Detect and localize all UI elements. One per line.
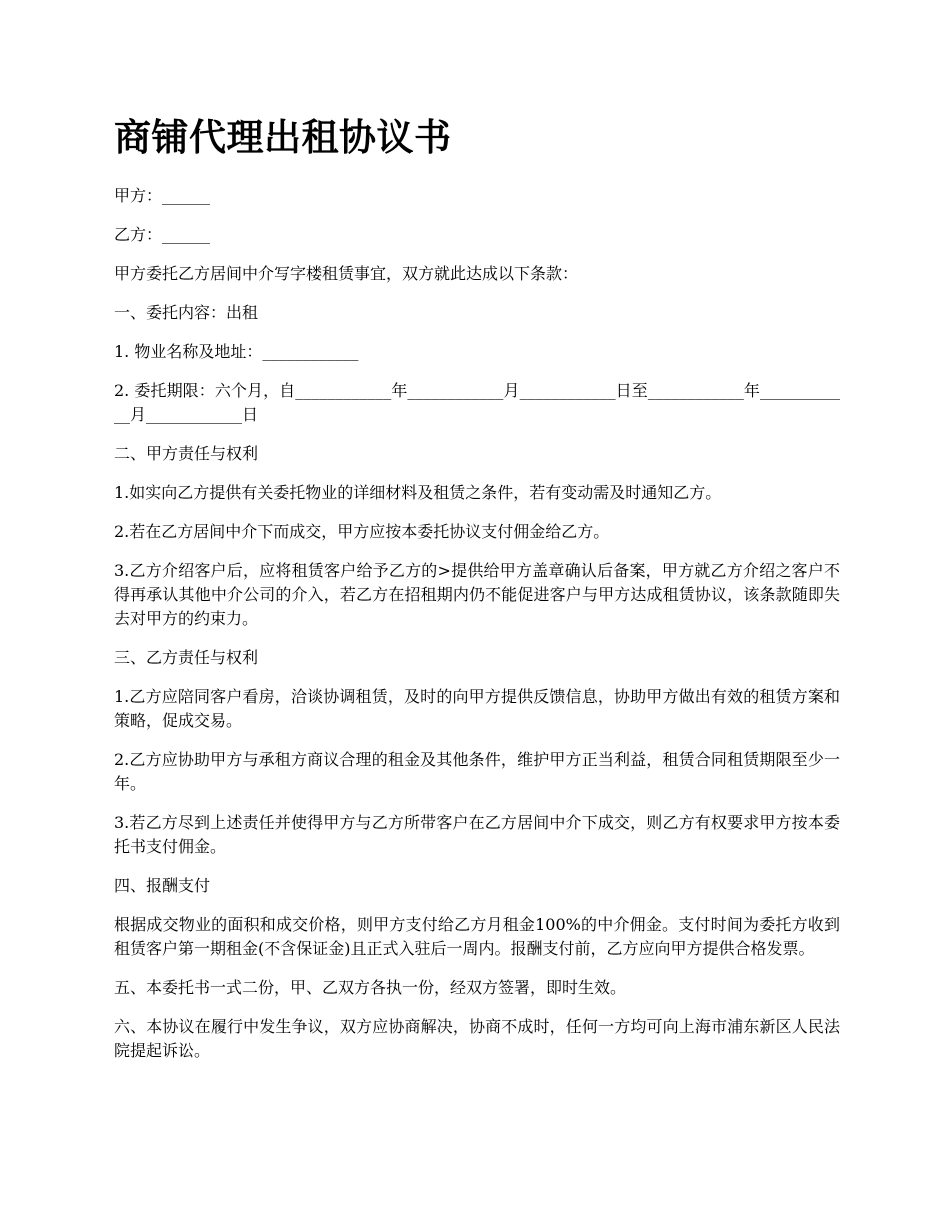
section-heading-2: 二、甲方责任与权利 <box>114 444 259 463</box>
clause-3-2: 2.乙方应协助甲方与承租方商议合理的租金及其他条件，维护甲方正当利益，租赁合同租赁期限至少一年。 <box>114 750 840 793</box>
clause-2-1: 1.如实向乙方提供有关委托物业的详细材料及租赁之条件，若有变动需及时通知乙方。 <box>114 483 722 502</box>
document-title: 商铺代理出租协议书 <box>114 115 452 159</box>
clause-2-3: 3.乙方介绍客户后，应将租赁客户给予乙方的>提供给甲方盖章确认后备案，甲方就乙方介绍之客户不得再承认其他中介公司的介入，若乙方在招租期内仍不能促进客户与甲方达成租赁协议，该条款随即失去对甲方的约束力。 <box>114 561 840 628</box>
section-6-paragraph: 六、本协议在履行中发生争议，双方应协商解决，协商不成时，任何一方均可向上海市浦东新区人民法院提起诉讼。 <box>114 1017 840 1060</box>
section-heading-4: 四、报酬支付 <box>114 876 211 895</box>
payment-paragraph: 根据成交物业的面积和成交价格，则甲方支付给乙方月租金100%的中介佣金。支付时间为委托方收到租赁客户第一期租金(不含保证金)且正式入驻后一周内。报酬支付前，乙方应向甲方提供合格发票。 <box>114 915 840 958</box>
clause-2-2: 2.若在乙方居间中介下而成交，甲方应按本委托协议支付佣金给乙方。 <box>114 522 610 541</box>
section-heading-3: 三、乙方责任与权利 <box>114 648 259 667</box>
party-b-line: 乙方：______ <box>114 225 211 244</box>
term-line: 2. 委托期限：六个月，自____________年____________月____________日至____________年____________月____________日 <box>114 381 840 424</box>
document-page <box>114 112 840 1078</box>
clause-3-1: 1.乙方应陪同客户看房，洽谈协调租赁，及时的向甲方提供反馈信息，协助甲方做出有效的租赁方案和策略，促成交易。 <box>114 687 840 730</box>
party-a-line: 甲方：______ <box>114 186 211 205</box>
intro-paragraph: 甲方委托乙方居间中介写字楼租赁事宜，双方就此达成以下条款： <box>114 264 579 283</box>
section-5-paragraph: 五、本委托书一式二份，甲、乙双方各执一份，经双方签署，即时生效。 <box>114 978 627 997</box>
section-heading-1: 一、委托内容：出租 <box>114 303 259 322</box>
clause-3-3: 3.若乙方尽到上述责任并使得甲方与乙方所带客户在乙方居间中介下成交，则乙方有权要求甲方按本委托书支付佣金。 <box>114 813 840 856</box>
property-address-line: 1. 物业名称及地址：____________ <box>114 342 359 361</box>
